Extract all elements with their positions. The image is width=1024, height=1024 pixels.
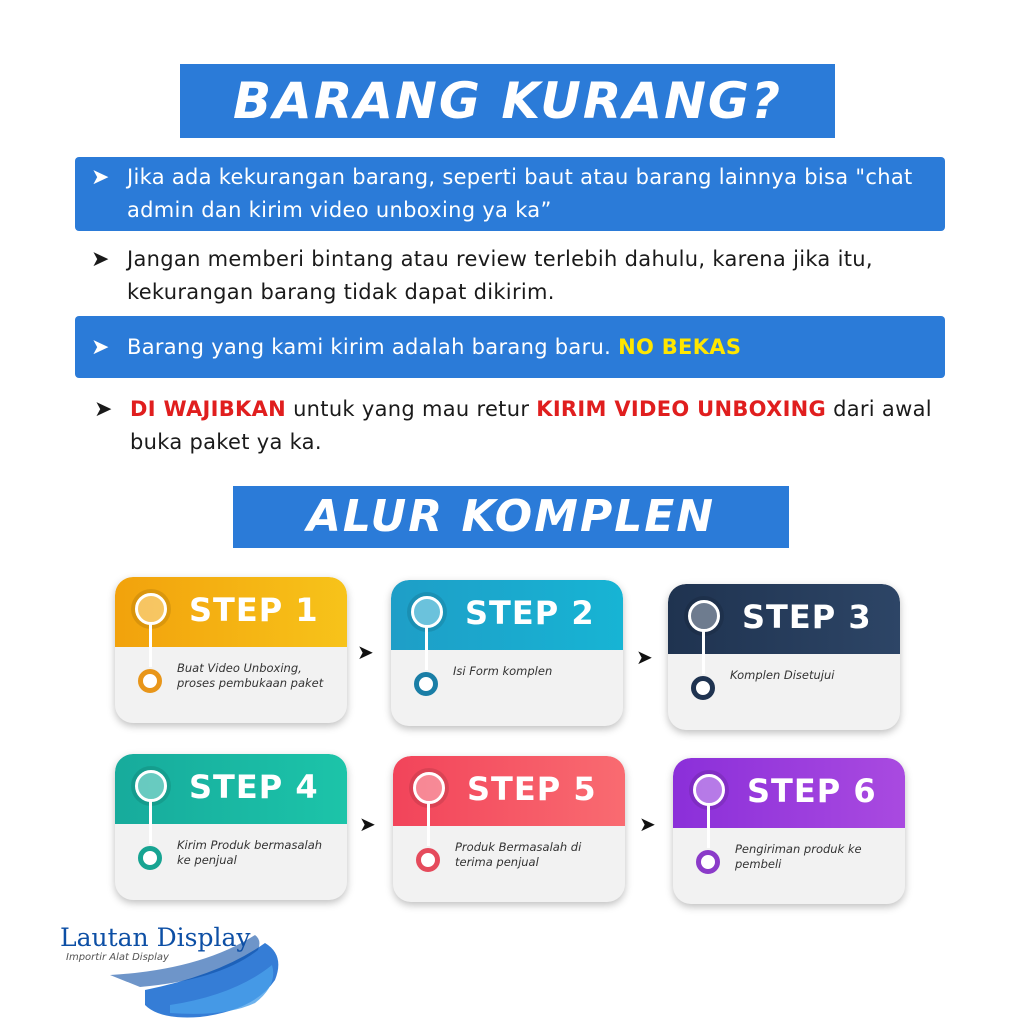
step-ring-icon [135,593,167,625]
rule-missing-items [75,157,945,231]
step-ring-icon [135,770,167,802]
step-label: STEP 4 [189,768,319,806]
step-card-5 [393,756,625,902]
step-description: Pengiriman produk ke pembeli [735,842,862,871]
rule-text: Jika ada kekurangan barang, seperti baut atau barang lainnya bisa "chat admin dan kirim video unboxing ya ka” [127,165,913,222]
step-label: STEP 5 [467,770,597,808]
arrow-bullet-icon: ➤ [94,397,113,422]
rule-text [91,331,945,364]
step-connector-line [427,802,430,846]
step-description: Isi Form komplen [453,664,553,678]
step-card-4 [115,754,347,900]
step-ring-icon [411,596,443,628]
step-label: STEP 3 [742,598,872,636]
required-highlight: DI WAJIBKAN [130,397,287,421]
step-ring-icon [413,772,445,804]
step-label: STEP 1 [189,591,319,629]
step-dot-icon [138,846,162,870]
step-dot-icon [696,850,720,874]
step-label: STEP 6 [747,772,877,810]
rule-text: Jangan memberi bintang atau review terlebih dahulu, karena jika itu, kekurangan barang tidak dapat dikirim. [127,247,873,304]
chevron-right-icon: ➤ [359,812,376,836]
arrow-bullet-icon: ➤ [91,165,110,190]
step-connector-line [702,630,705,674]
chevron-right-icon: ➤ [357,640,374,664]
arrow-bullet-icon: ➤ [91,247,110,272]
step-description: Kirim Produk bermasalah ke penjual [177,838,323,867]
rule-no-review [91,243,971,309]
step-ring-icon [688,600,720,632]
main-title: BARANG KURANG? [180,64,835,138]
step-dot-icon [138,669,162,693]
step-dot-icon [414,672,438,696]
step-card-1 [115,577,347,723]
step-connector-line [707,804,710,848]
rule-plain-text: untuk yang mau retur [293,397,530,421]
rule-plain-text: Barang yang kami kirim adalah barang baru. [127,335,612,359]
step-description: Produk Bermasalah di terima penjual [455,840,582,869]
step-dot-icon [691,676,715,700]
step-dot-icon [416,848,440,872]
step-description: Buat Video Unboxing, proses pembukaan paket [177,661,324,690]
logo-wordmark: Lautan Display [60,923,251,952]
step-label: STEP 2 [465,594,595,632]
section-title: ALUR KOMPLEN [233,486,789,548]
rule-return-requirement [94,393,974,459]
step-connector-line [149,800,152,844]
step-connector-line [425,626,428,670]
rule-text [94,393,974,459]
chevron-right-icon: ➤ [636,645,653,669]
step-connector-line [149,623,152,667]
step-card-3 [668,584,900,730]
arrow-bullet-icon: ➤ [91,335,110,360]
rule-plain-text: dari awal buka paket ya ka. [130,397,932,454]
step-card-2 [391,580,623,726]
step-description: Komplen Disetujui [730,668,835,682]
chevron-right-icon: ➤ [639,812,656,836]
step-ring-icon [693,774,725,806]
logo-tagline: Importir Alat Display [66,952,169,963]
step-card-6 [673,758,905,904]
video-unboxing-highlight: KIRIM VIDEO UNBOXING [536,397,827,421]
no-bekas-highlight: NO BEKAS [618,335,742,359]
rule-new-items [75,316,945,378]
